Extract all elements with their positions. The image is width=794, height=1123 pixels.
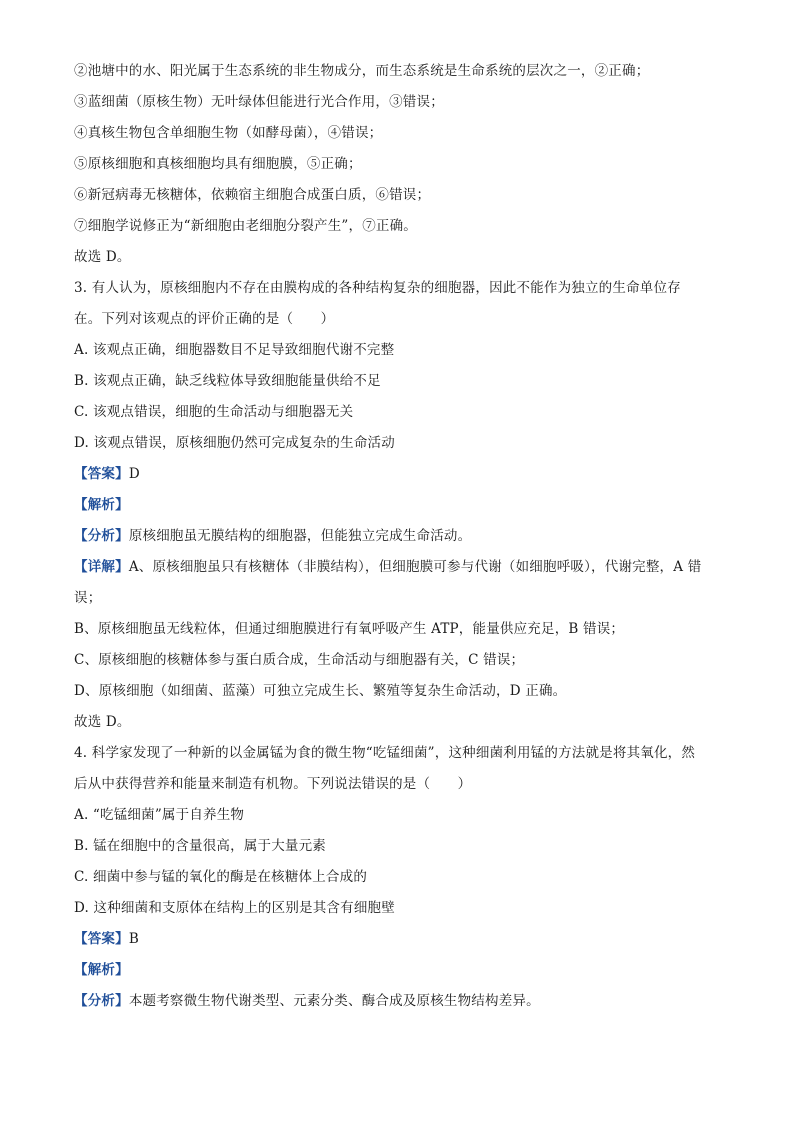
analysis-tag: 【解析】 — [74, 962, 129, 978]
q4-answer: B — [128, 931, 139, 947]
q3-detail-b: B、原核细胞虽无线粒体，但通过细胞膜进行有氧呼吸产生 ATP，能量供应充足，B 错误； — [74, 621, 625, 637]
q2-line: ④真核生物包含单细胞生物（如酵母菌），④错误； — [74, 125, 383, 141]
q4-analysis-line — [74, 961, 724, 992]
q4-stem-line1: 4. 科学家发现了一种新的以金属锰为食的微生物“吃锰细菌”，这种细菌利用锰的方法就是将其氧化，然 — [74, 745, 696, 761]
q3-detail-d: D、原核细胞（如细菌、蓝藻）可独立完成生长、繁殖等复杂生命活动，D 正确。 — [74, 683, 567, 699]
q4-option-b: B. 锰在细胞中的含量很高，属于大量元素 — [74, 838, 327, 854]
q3-analysis-line — [74, 496, 724, 527]
q3-answer-line — [74, 465, 724, 496]
q4-fenxi-line — [74, 992, 724, 1023]
q3-answer: D — [128, 466, 140, 482]
q3-stem-line2: 在。下列对该观点的评价正确的是（ ） — [74, 311, 335, 327]
q3-option-a: A. 该观点正确，细胞器数目不足导致细胞代谢不完整 — [74, 342, 395, 358]
q3-detail-a: A、原核细胞虽只有核糖体（非膜结构），但细胞膜可参与代谢（如细胞呼吸），代谢完整，A 错 — [128, 559, 702, 575]
q2-conclusion: 故选 D。 — [74, 249, 131, 265]
q3-fenxi: 原核细胞虽无膜结构的细胞器，但能独立完成生命活动。 — [128, 528, 472, 544]
fenxi-tag: 【分析】 — [74, 528, 129, 544]
q3-option-d: D. 该观点错误，原核细胞仍然可完成复杂的生命活动 — [74, 435, 395, 451]
q3-detail-line1 — [74, 558, 724, 589]
q2-line: ⑦细胞学说修正为“新细胞由老细胞分裂产生”，⑦正确。 — [74, 218, 418, 234]
q4-option-c: C. 细菌中参与锰的氧化的酶是在核糖体上合成的 — [74, 869, 368, 885]
q4-option-a: A. “吃锰细菌”属于自养生物 — [74, 807, 245, 823]
q2-line: ②池塘中的水、阳光属于生态系统的非生物成分，而生态系统是生命系统的层次之一，②正确； — [74, 63, 650, 79]
answer-tag: 【答案】 — [74, 466, 129, 482]
q3-option-b: B. 该观点正确，缺乏线粒体导致细胞能量供给不足 — [74, 373, 381, 389]
q3-detail-c: C、原核细胞的核糖体参与蛋白质合成，生命活动与细胞器有关，C 错误； — [74, 652, 525, 668]
answer-tag: 【答案】 — [74, 931, 129, 947]
q3-stem-line1: 3. 有人认为，原核细胞内不存在由膜构成的各种结构复杂的细胞器，因此不能作为独立的生命单位存 — [74, 280, 681, 296]
q4-stem-line2: 后从中获得营养和能量来制造有机物。下列说法错误的是（ ） — [74, 776, 472, 792]
q3-option-c: C. 该观点错误，细胞的生命活动与细胞器无关 — [74, 404, 354, 420]
q3-conclusion: 故选 D。 — [74, 714, 131, 730]
analysis-tag: 【解析】 — [74, 497, 129, 513]
q2-line: ⑥新冠病毒无核糖体，依赖宿主细胞合成蛋白质，⑥错误； — [74, 187, 431, 203]
q4-fenxi: 本题考察微生物代谢类型、元素分类、酶合成及原核生物结构差异。 — [128, 993, 540, 1009]
detail-tag: 【详解】 — [74, 559, 129, 575]
q2-line: ⑤原核细胞和真核细胞均具有细胞膜，⑤正确； — [74, 156, 362, 172]
document-page — [74, 62, 724, 1023]
q4-option-d: D. 这种细菌和支原体在结构上的区别是其含有细胞壁 — [74, 900, 395, 916]
q3-fenxi-line — [74, 527, 724, 558]
q3-detail-line2: 误； — [74, 590, 102, 606]
q4-answer-line — [74, 930, 724, 961]
q2-line: ③蓝细菌（原核生物）无叶绿体但能进行光合作用，③错误； — [74, 94, 444, 110]
fenxi-tag: 【分析】 — [74, 993, 129, 1009]
